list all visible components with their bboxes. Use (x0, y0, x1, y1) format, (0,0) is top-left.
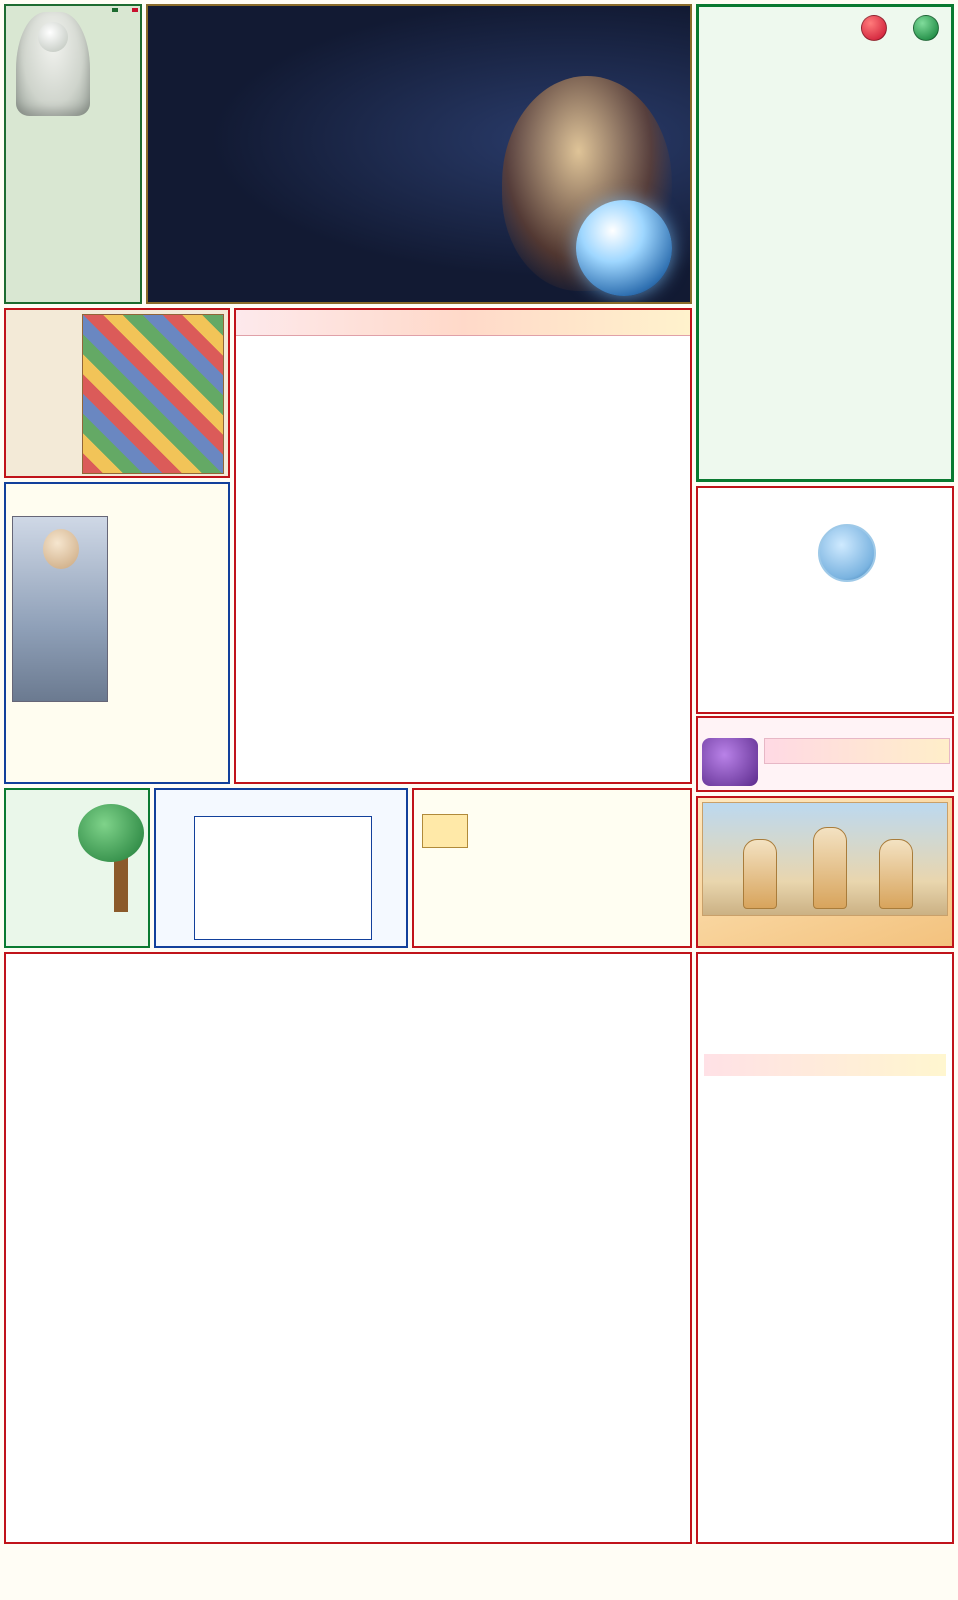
famous-quote-panel (154, 788, 408, 948)
health-breathing-panel (696, 486, 954, 714)
tree-crown (78, 804, 144, 862)
tips-body-text (704, 1114, 946, 1516)
daily-buddha-panel (4, 4, 142, 304)
footer-brand (0, 1546, 958, 1600)
race-cell-container (9, 1000, 687, 1539)
throne-figure-left (743, 839, 777, 909)
mark-six-tips-panel (696, 952, 954, 1544)
money-tree-panel (4, 788, 150, 948)
curiosities-badge-right (913, 15, 939, 41)
curiosities-panel (696, 4, 954, 482)
puzzle-title (12, 316, 86, 335)
puzzle-mosaic-image (82, 314, 224, 474)
zodiac-puzzle-panel (4, 308, 230, 478)
quote-text (194, 816, 372, 940)
kabbalah-banner (146, 4, 692, 304)
buddha-statue-image (16, 12, 90, 116)
tiepan-badge (702, 738, 758, 786)
horse-racing-odds-table (4, 952, 692, 1544)
singhasan-story-panel (412, 788, 692, 948)
confucius-body-text (106, 516, 224, 702)
buddha-title-group (96, 8, 138, 94)
zodiac-fortune-grid (234, 308, 692, 784)
lungs-illustration (818, 524, 876, 582)
kabbalah-tree-of-life (156, 20, 486, 295)
throne-illustration-panel (696, 796, 954, 948)
buddha-title-green (112, 8, 118, 12)
crystal-ball-image (576, 200, 672, 296)
throne-scene-image (702, 802, 948, 916)
calculation-poem (764, 738, 950, 764)
tips-zodiac-table (762, 958, 948, 1050)
singhasan-stamp (422, 814, 468, 848)
todays-calculation-panel (696, 716, 954, 792)
confucius-portrait (12, 516, 108, 702)
confucius-biography-panel (4, 482, 230, 784)
zodiac-grid-banner (236, 310, 690, 336)
tips-decoration (704, 1054, 946, 1076)
throne-figure-right (879, 839, 913, 909)
curiosities-badge-left (861, 15, 887, 41)
throne-figure-center (813, 827, 847, 909)
curiosities-title (705, 11, 855, 97)
zodiac-cell-container (239, 339, 691, 783)
buddha-title-red (132, 8, 138, 12)
